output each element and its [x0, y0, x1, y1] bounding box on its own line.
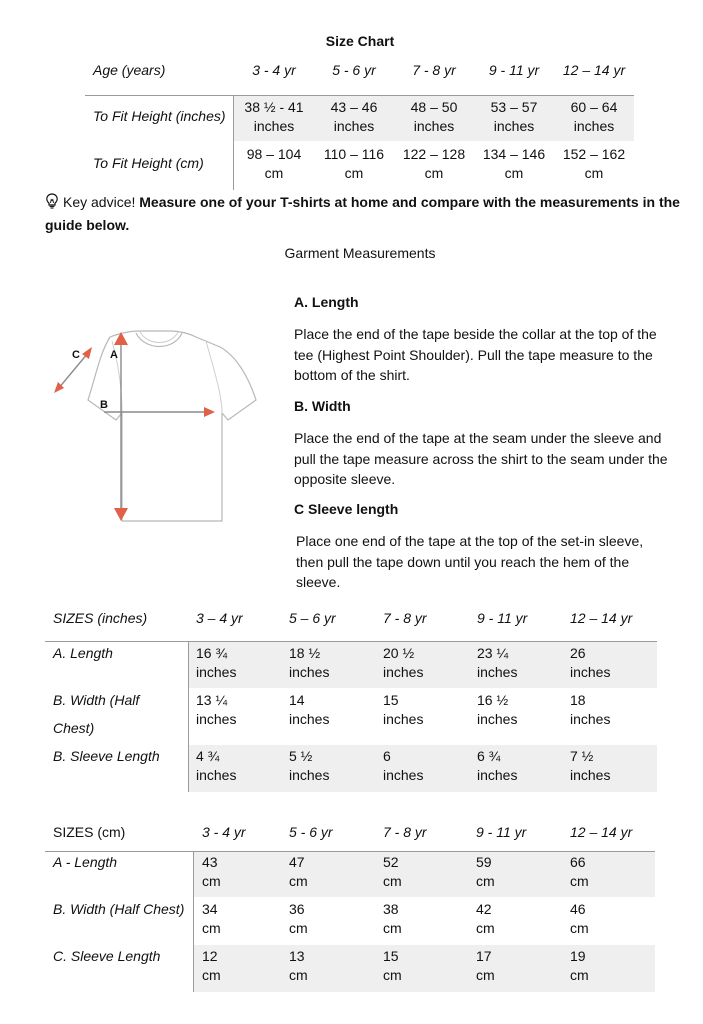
inches-cell: 20 ½ inches [383, 645, 424, 680]
size-chart-header-col-3: 7 - 8 yr [412, 62, 456, 78]
inches-row-label: B. Sleeve Length [53, 748, 160, 764]
inches-row-label: B. Width (Half [53, 692, 140, 708]
cm-cell: 46 cm [570, 901, 589, 936]
size-chart-cell: 98 – 104 cm [246, 146, 302, 181]
cm-cell: 12 cm [202, 948, 221, 983]
size-chart-row-label: To Fit Height (inches) [93, 108, 226, 124]
cm-table-header-col-4: 9 - 11 yr [476, 824, 527, 840]
section-heading-sleeve: C Sleeve length [294, 501, 399, 517]
section-heading-width: B. Width [294, 398, 351, 414]
cm-cell: 19 cm [570, 948, 589, 983]
cm-table-header-col-2: 5 - 6 yr [289, 824, 333, 840]
inches-table-header-col-5: 12 – 14 yr [570, 610, 633, 626]
size-chart-header-col-5: 12 – 14 yr [562, 62, 626, 78]
section-text-length: Place the end of the tape beside the collar at the top of the tee (Highest Point Shoulder). Pull the tape measure to the bottom of the shirt. [294, 326, 657, 383]
cm-table-header-label: SIZES (cm) [53, 824, 126, 840]
inches-cell: 4 ¾ inches [196, 748, 237, 783]
diagram-label-a: A [110, 349, 118, 361]
inches-cell: 23 ¼ inches [477, 645, 518, 680]
section-heading-length: A. Length [294, 294, 359, 310]
sleeve-arrow-top-icon [82, 347, 92, 359]
cm-cell: 59 cm [476, 854, 495, 889]
cm-cell: 34 cm [202, 901, 221, 936]
cm-cell: 17 cm [476, 948, 495, 983]
tshirt-diagram [50, 325, 260, 525]
size-chart-cell: 53 – 57 inches [490, 99, 538, 134]
inches-cell: 5 ½ inches [289, 748, 330, 783]
inches-cell: 7 ½ inches [570, 748, 611, 783]
inches-cell: 18 inches [570, 692, 611, 727]
diagram-label-b: B [100, 399, 108, 411]
inches-row-label-continued: Chest) [53, 720, 95, 736]
cm-row-label: C. Sleeve Length [53, 948, 161, 964]
size-chart-cell: 110 – 116 cm [323, 146, 385, 181]
inches-cell: 16 ½ inches [477, 692, 518, 727]
cm-table-header-col-1: 3 - 4 yr [202, 824, 246, 840]
size-chart-header-age: Age (years) [93, 62, 166, 78]
cm-cell: 47 cm [289, 854, 308, 889]
cm-cell: 36 cm [289, 901, 308, 936]
cm-cell: 42 cm [476, 901, 495, 936]
cm-table-header-col-3: 7 - 8 yr [383, 824, 427, 840]
inches-cell: 6 ¾ inches [477, 748, 518, 783]
size-chart-cell: 152 – 162 cm [562, 146, 626, 181]
inches-cell: 18 ½ inches [289, 645, 330, 680]
inches-row-label: A. Length [53, 645, 113, 661]
size-chart-header-col-2: 5 - 6 yr [332, 62, 376, 78]
size-chart-row-label: To Fit Height (cm) [93, 155, 204, 171]
section-text-sleeve: Place one end of the tape at the top of the set-in sleeve, then pull the tape down until you reach the hem of the sleeve. [296, 533, 644, 590]
garment-measurements-title: Garment Measurements [284, 245, 436, 261]
size-chart-header-col-4: 9 - 11 yr [488, 62, 540, 78]
inches-table-header-col-2: 5 – 6 yr [289, 610, 336, 626]
inches-cell: 15 inches [383, 692, 424, 727]
cm-cell: 13 cm [289, 948, 308, 983]
cm-cell: 38 cm [383, 901, 402, 936]
lightbulb-icon [45, 193, 59, 215]
size-chart-cell: 60 – 64 inches [570, 99, 618, 134]
size-chart-cell: 134 – 146 cm [482, 146, 546, 181]
key-advice [45, 192, 685, 236]
inches-cell: 6 inches [383, 748, 424, 783]
key-advice-text: Measure one of your T-shirts at home and compare with the measurements in the guide below. [45, 194, 680, 233]
inches-cell: 13 ¼ inches [196, 692, 237, 727]
diagram-label-c: C [72, 349, 80, 361]
size-chart-header-col-1: 3 - 4 yr [252, 62, 296, 78]
cm-cell: 52 cm [383, 854, 402, 889]
cm-row-label: B. Width (Half Chest) [53, 901, 185, 917]
section-text-width: Place the end of the tape at the seam under the sleeve and pull the tape measure across the shirt to the seam under the opposite sleeve. [294, 430, 668, 487]
tshirt-svg [50, 325, 260, 525]
cm-row-label: A - Length [53, 854, 118, 870]
inches-table-header-col-4: 9 - 11 yr [477, 610, 528, 626]
key-advice-lead: Key advice! [63, 194, 136, 210]
inches-cell: 26 inches [570, 645, 611, 680]
cm-cell: 66 cm [570, 854, 589, 889]
size-chart-cell: 122 – 128 cm [402, 146, 466, 181]
cm-cell: 15 cm [383, 948, 402, 983]
size-chart-title: Size Chart [325, 33, 395, 49]
inches-table-header-label: SIZES (inches) [53, 610, 148, 626]
inches-cell: 14 inches [289, 692, 330, 727]
inches-cell: 16 ¾ inches [196, 645, 237, 680]
inches-table-header-col-1: 3 – 4 yr [196, 610, 243, 626]
size-chart-cell: 48 – 50 inches [410, 99, 458, 134]
inches-table-header-col-3: 7 - 8 yr [383, 610, 427, 626]
cm-table-header-col-5: 12 – 14 yr [570, 824, 633, 840]
size-chart-cell: 38 ½ - 41 inches [244, 99, 304, 134]
size-chart-cell: 43 – 46 inches [330, 99, 378, 134]
cm-cell: 43 cm [202, 854, 221, 889]
